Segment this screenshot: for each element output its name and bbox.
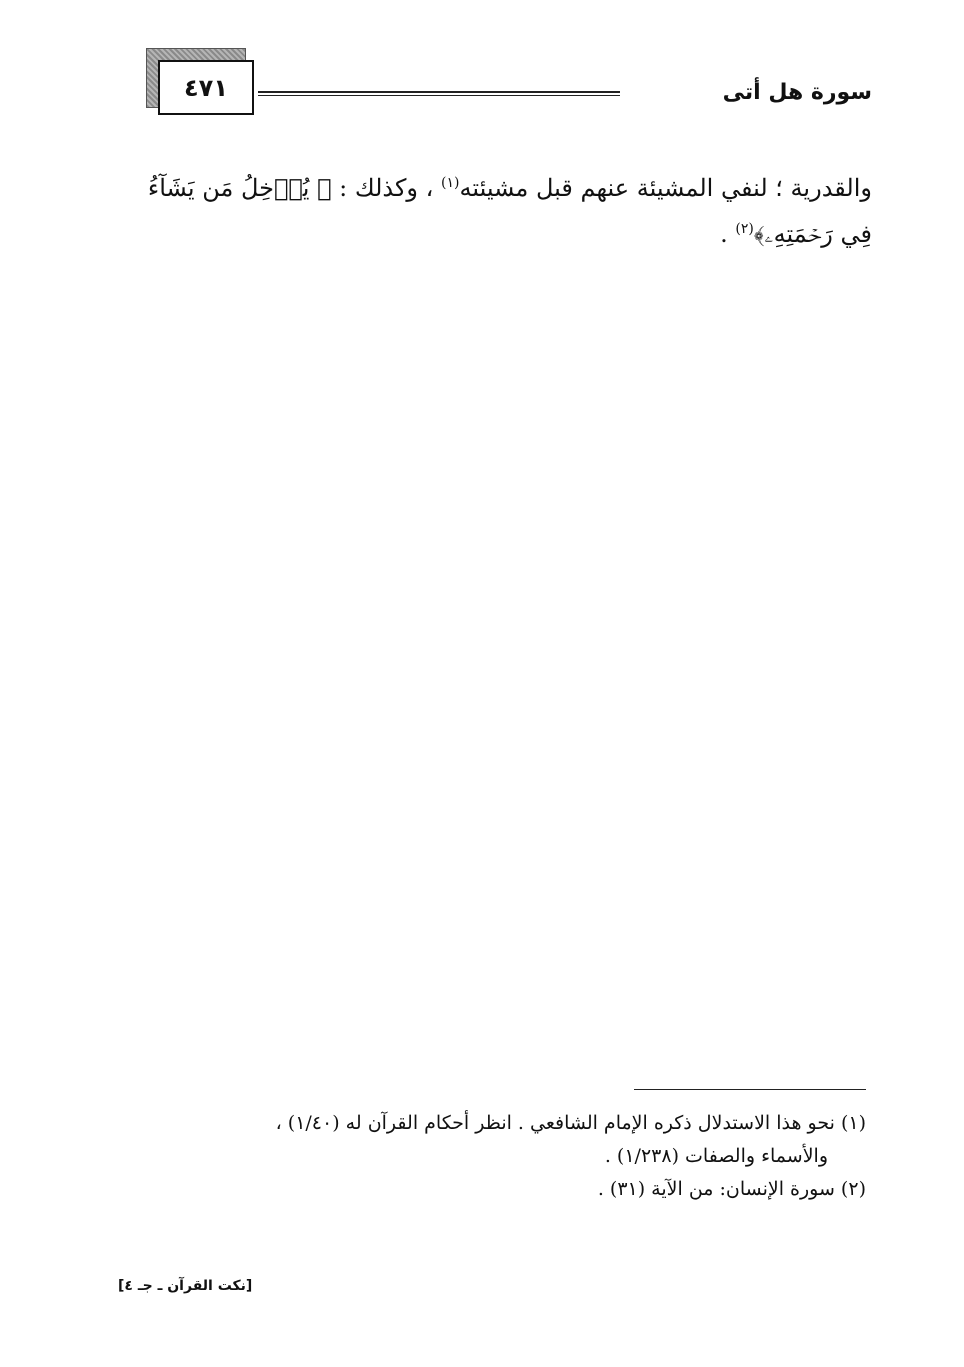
- body-text: [130, 165, 872, 257]
- body-text-segment: ، وكذلك : ﴿ يُدۡخِلُ مَن يَشَآءُ: [147, 174, 442, 202]
- quran-verse-segment: فِي رَحۡمَتِهِۦ﴾: [753, 220, 872, 248]
- footnotes: [130, 1107, 866, 1206]
- page-number: ٤٧١: [158, 60, 254, 115]
- page-number-box: [146, 48, 256, 118]
- footnote-1-continuation: والأسماء والصفات (١/٢٣٨) .: [604, 1145, 828, 1167]
- body-line-2: [130, 211, 872, 257]
- surah-title: سورة هل أتى: [722, 80, 872, 105]
- body-text-segment: والقدرية ؛ لنفي المشيئة عنهم قبل مشيئته: [459, 174, 872, 202]
- footnote-ref-1: (١): [441, 175, 460, 191]
- body-text-segment: .: [720, 220, 736, 248]
- footnote-separator: [634, 1089, 866, 1090]
- body-line-1: [130, 165, 872, 211]
- book-signature: [نكت القرآن ـ جـ ٤]: [118, 1278, 253, 1294]
- footnote-1: (١) نحو هذا الاستدلال ذكره الإمام الشافعي . انظر أحكام القرآن له (١/٤٠) ،: [275, 1112, 866, 1134]
- footnote-2: (٢) سورة الإنسان: من الآية (٣١) .: [597, 1178, 866, 1200]
- header-rule: [258, 91, 620, 96]
- footnote-ref-2: (٢): [735, 221, 754, 237]
